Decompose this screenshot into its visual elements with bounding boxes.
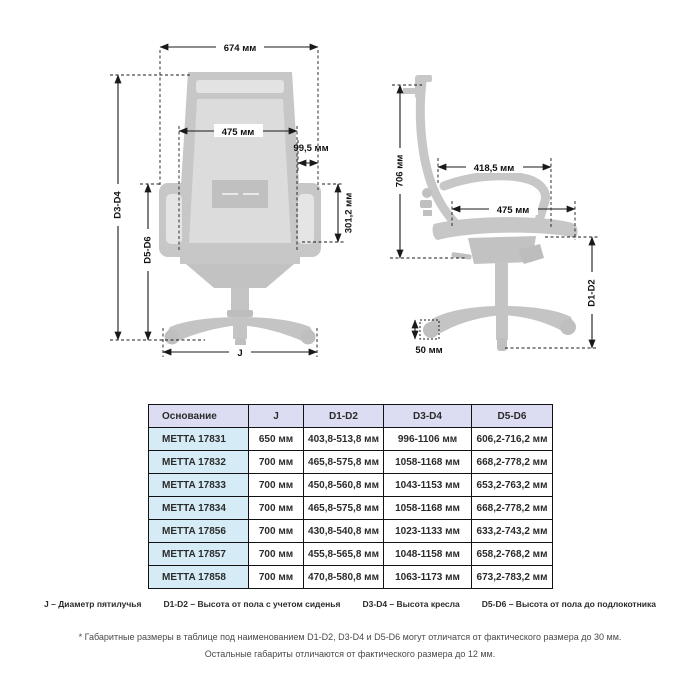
cell-d5d6: 653,2-763,2 мм	[472, 474, 553, 497]
cell-model: METTA 17831	[149, 428, 249, 451]
cell-d1d2: 403,8-513,8 мм	[304, 428, 384, 451]
table-row	[149, 451, 553, 474]
footnote	[70, 629, 630, 662]
cell-d5d6: 658,2-768,2 мм	[472, 543, 553, 566]
cell-d5d6: 668,2-778,2 мм	[472, 451, 553, 474]
cell-d1d2: 465,8-575,8 мм	[304, 451, 384, 474]
cell-d1d2: 450,8-560,8 мм	[304, 474, 384, 497]
cell-j: 700 мм	[249, 566, 304, 589]
dimension-legend	[0, 599, 700, 609]
table-row	[149, 520, 553, 543]
cell-model: METTA 17833	[149, 474, 249, 497]
cell-d5d6: 633,2-743,2 мм	[472, 520, 553, 543]
dim-front-armrest-floor-d5d6	[140, 184, 162, 340]
table-row	[149, 428, 553, 451]
table-row	[149, 543, 553, 566]
cell-model: METTA 17856	[149, 520, 249, 543]
dim-label-back-475: 475 мм	[221, 127, 255, 138]
cell-model: METTA 17834	[149, 497, 249, 520]
legend-item-d5d6: D5-D6 – Высота от пола до подлокотника	[481, 599, 656, 609]
dim-label-706: 706 мм	[394, 154, 406, 188]
dim-label-d1d2: D1-D2	[586, 279, 598, 307]
header-d5d6: D5-D6	[472, 405, 553, 428]
legend-item-d1d2: D1-D2 – Высота от пола с учетом сиденья	[163, 599, 341, 609]
cell-d3d4: 1058-1168 мм	[384, 451, 472, 474]
cell-d1d2: 470,8-580,8 мм	[304, 566, 384, 589]
footnote-line-2: Остальные габариты отличаются от фактического размера до 12 мм.	[204, 648, 496, 659]
spec-table-container	[148, 404, 553, 589]
cell-d3d4: 1063-1173 мм	[384, 566, 472, 589]
cell-d3d4: 1023-1133 мм	[384, 520, 472, 543]
cell-d5d6: 668,2-778,2 мм	[472, 497, 553, 520]
dimensions-table	[148, 404, 553, 589]
front-chair-illustration	[159, 72, 321, 354]
footnote-line-1: * Габаритные размеры в таблице под наименованием D1-D2, D3-D4 и D5-D6 могут отличатся от фактического размера до 30 мм.	[78, 632, 622, 642]
cell-j: 700 мм	[249, 520, 304, 543]
dim-label-d5d6: D5-D6	[142, 236, 154, 264]
cell-d3d4: 1043-1153 мм	[384, 474, 472, 497]
cell-model: METTA 17858	[149, 566, 249, 589]
legend-item-d3d4: D3-D4 – Высота кресла	[362, 599, 460, 609]
side-view	[390, 75, 600, 356]
header-d1d2: D1-D2	[304, 405, 384, 428]
dim-label-674: 674 мм	[223, 43, 257, 54]
front-view	[110, 40, 355, 359]
header-d3d4: D3-D4	[384, 405, 472, 428]
cell-d1d2: 455,8-565,8 мм	[304, 543, 384, 566]
dim-front-armrest-offset	[293, 140, 328, 172]
table-row	[149, 497, 553, 520]
dim-label-50: 50 мм	[415, 345, 443, 356]
cell-d3d4: 996-1106 мм	[384, 428, 472, 451]
cell-d1d2: 430,8-540,8 мм	[304, 520, 384, 543]
cell-j: 700 мм	[249, 474, 304, 497]
header-j: J	[249, 405, 304, 428]
cell-model: METTA 17857	[149, 543, 249, 566]
cell-j: 700 мм	[249, 497, 304, 520]
dim-label-418-5: 418,5 мм	[473, 163, 515, 174]
cell-j: 700 мм	[249, 451, 304, 474]
header-base: Основание	[149, 405, 249, 428]
dim-label-99-5: 99,5 мм	[293, 143, 329, 154]
cell-d5d6: 606,2-716,2 мм	[472, 428, 553, 451]
dim-label-j: J	[237, 348, 243, 359]
cell-j: 700 мм	[249, 543, 304, 566]
dim-label-d3d4: D3-D4	[112, 191, 124, 219]
cell-d3d4: 1048-1158 мм	[384, 543, 472, 566]
cell-d5d6: 673,2-783,2 мм	[472, 566, 553, 589]
legend-item-j: J – Диаметр пятилучья	[44, 599, 142, 609]
table-row	[149, 474, 553, 497]
dim-label-301-2: 301,2 мм	[343, 192, 355, 234]
dim-label-seat-475: 475 мм	[496, 205, 530, 216]
table-header-row	[149, 405, 553, 428]
cell-j: 650 мм	[249, 428, 304, 451]
cell-d1d2: 465,8-575,8 мм	[304, 497, 384, 520]
cell-d3d4: 1058-1168 мм	[384, 497, 472, 520]
cell-model: METTA 17832	[149, 451, 249, 474]
table-row	[149, 566, 553, 589]
